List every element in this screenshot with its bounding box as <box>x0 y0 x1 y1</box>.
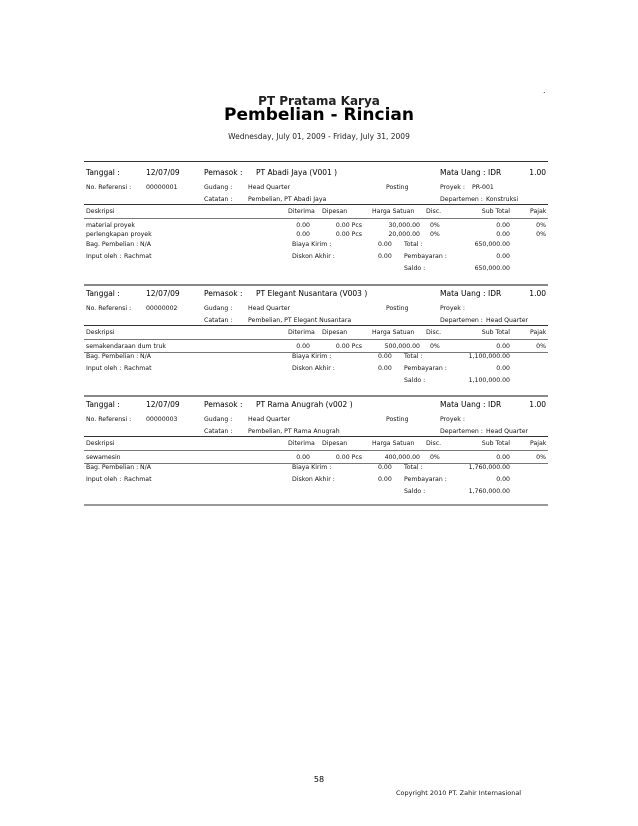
gudang-value: Head Quarter <box>248 416 291 423</box>
tanggal-value: 12/07/09 <box>146 400 180 409</box>
no-referensi-value: 00000003 <box>146 416 178 423</box>
item-diterima: 0.00 <box>296 454 310 461</box>
report-period: Wednesday, July 01, 2009 - Friday, July 31, 2009 <box>228 132 410 141</box>
col-dipesan: Dipesan <box>322 208 348 215</box>
saldo-label: Saldo : <box>404 377 426 384</box>
item-harga: 20,000.00 <box>388 231 420 238</box>
gudang-label: Gudang : <box>204 184 233 191</box>
posting-label: Posting <box>386 305 409 312</box>
gudang-label: Gudang : <box>204 416 233 423</box>
total-value: 1,760,000.00 <box>468 464 510 471</box>
table-header-bottom-rule <box>84 450 548 451</box>
table-header-top-rule <box>84 325 548 326</box>
copyright-text: Copyright 2010 PT. Zahir Internasional <box>396 789 522 797</box>
catatan-value: Pembelian, PT Abadi Jaya <box>248 196 327 203</box>
item-deskripsi: material proyek <box>86 222 135 229</box>
mata-uang-value: IDR <box>488 289 502 298</box>
item-diterima: 0.00 <box>296 343 310 350</box>
col-sub-total: Sub Total <box>481 329 510 336</box>
input-oleh-value: Rachmat <box>124 476 152 483</box>
departemen-label: Departemen : <box>440 428 483 435</box>
item-disc: 0% <box>430 343 440 350</box>
col-disc: Disc. <box>426 440 442 447</box>
item-diterima: 0.00 <box>296 222 310 229</box>
page-dot: . <box>543 86 546 95</box>
col-harga-satuan: Harga Satuan <box>372 329 415 336</box>
col-pajak: Pajak <box>530 208 547 215</box>
mata-uang-label: Mata Uang : <box>440 168 486 177</box>
table-header-top-rule <box>84 204 548 205</box>
no-referensi-value: 00000001 <box>146 184 178 191</box>
input-oleh-value: Rachmat <box>124 365 152 372</box>
item-pajak: 0% <box>536 454 546 461</box>
header-divider <box>84 161 548 162</box>
company-name: PT Pratama Karya <box>258 94 380 108</box>
item-harga: 500,000.00 <box>384 343 420 350</box>
proyek-value: PR-001 <box>472 184 494 191</box>
input-oleh-label: Input oleh : <box>86 253 122 260</box>
item-dipesan: 0.00 Pcs <box>335 231 362 238</box>
col-pajak: Pajak <box>530 440 547 447</box>
item-disc: 0% <box>430 222 440 229</box>
page-number: 58 <box>313 775 325 784</box>
biaya-kirim-value: 0.00 <box>378 241 392 248</box>
pemasok-label: Pemasok : <box>204 289 243 298</box>
posting-label: Posting <box>386 184 409 191</box>
table-header-bottom-rule <box>84 339 548 340</box>
col-dipesan: Dipesan <box>322 440 348 447</box>
departemen-label: Departemen : <box>440 196 483 203</box>
bag-pembelian-value: N/A <box>140 241 151 248</box>
item-diterima: 0.00 <box>296 231 310 238</box>
biaya-kirim-label: Biaya Kirim : <box>292 353 332 360</box>
mata-uang-value: IDR <box>488 400 502 409</box>
input-oleh-value: Rachmat <box>124 253 152 260</box>
diskon-akhir-value: 0.00 <box>378 365 392 372</box>
mata-uang-value: IDR <box>488 168 502 177</box>
table-header-top-rule <box>84 436 548 437</box>
total-label: Total : <box>404 353 423 360</box>
item-sub-total: 0.00 <box>496 454 510 461</box>
gudang-value: Head Quarter <box>248 184 291 191</box>
item-dipesan: 0.00 Pcs <box>335 454 362 461</box>
pembayaran-label: Pembayaran : <box>404 253 447 260</box>
saldo-value: 650,000.00 <box>474 265 510 272</box>
biaya-kirim-label: Biaya Kirim : <box>292 464 332 471</box>
pemasok-value: PT Abadi Jaya (V001 ) <box>256 168 338 177</box>
diskon-akhir-label: Diskon Akhir : <box>292 365 335 372</box>
diskon-akhir-label: Diskon Akhir : <box>292 253 335 260</box>
biaya-kirim-value: 0.00 <box>378 353 392 360</box>
tanggal-label: Tanggal : <box>86 168 120 177</box>
report-end-divider <box>84 504 548 506</box>
item-pajak: 0% <box>536 222 546 229</box>
item-harga: 30,000.00 <box>388 222 420 229</box>
item-dipesan: 0.00 Pcs <box>335 222 362 229</box>
gudang-value: Head Quarter <box>248 305 291 312</box>
catatan-value: Pembelian, PT Rama Anugrah <box>248 428 340 435</box>
posting-label: Posting <box>386 416 409 423</box>
proyek-label: Proyek : <box>440 416 465 423</box>
catatan-label: Catatan : <box>204 196 233 203</box>
departemen-value: Head Quarter <box>486 317 529 324</box>
tanggal-label: Tanggal : <box>86 400 120 409</box>
tanggal-label: Tanggal : <box>86 289 120 298</box>
col-diterima: Diterima <box>288 208 315 215</box>
item-sub-total: 0.00 <box>496 222 510 229</box>
saldo-value: 1,760,000.00 <box>468 488 510 495</box>
catatan-label: Catatan : <box>204 317 233 324</box>
item-sub-total: 0.00 <box>496 343 510 350</box>
total-value: 650,000.00 <box>474 241 510 248</box>
pembayaran-value: 0.00 <box>496 476 510 483</box>
diskon-akhir-label: Diskon Akhir : <box>292 476 335 483</box>
kurs-value: 1.00 <box>529 289 546 298</box>
col-deskripsi: Deskripsi <box>86 440 115 447</box>
saldo-value: 1,100,000.00 <box>468 377 510 384</box>
col-pajak: Pajak <box>530 329 547 336</box>
item-deskripsi: semakendaraan dum truk <box>86 343 166 350</box>
col-deskripsi: Deskripsi <box>86 329 115 336</box>
pembayaran-value: 0.00 <box>496 253 510 260</box>
purchase-divider <box>84 284 548 286</box>
item-disc: 0% <box>430 454 440 461</box>
proyek-label: Proyek : <box>440 184 465 191</box>
kurs-value: 1.00 <box>529 400 546 409</box>
col-diterima: Diterima <box>288 440 315 447</box>
no-referensi-value: 00000002 <box>146 305 178 312</box>
saldo-label: Saldo : <box>404 265 426 272</box>
bag-pembelian-value: N/A <box>140 464 151 471</box>
diskon-akhir-value: 0.00 <box>378 476 392 483</box>
purchase-divider <box>84 395 548 397</box>
no-referensi-label: No. Referensi : <box>86 416 132 423</box>
pembayaran-label: Pembayaran : <box>404 365 447 372</box>
biaya-kirim-value: 0.00 <box>378 464 392 471</box>
tanggal-value: 12/07/09 <box>146 168 180 177</box>
pemasok-label: Pemasok : <box>204 168 243 177</box>
total-value: 1,100,000.00 <box>468 353 510 360</box>
input-oleh-label: Input oleh : <box>86 365 122 372</box>
kurs-value: 1.00 <box>529 168 546 177</box>
col-deskripsi: Deskripsi <box>86 208 115 215</box>
no-referensi-label: No. Referensi : <box>86 305 132 312</box>
item-deskripsi: sewamesin <box>86 454 121 461</box>
mata-uang-label: Mata Uang : <box>440 289 486 298</box>
col-diterima: Diterima <box>288 329 315 336</box>
pemasok-value: PT Elegant Nusantara (V003 ) <box>256 289 368 298</box>
pembayaran-value: 0.00 <box>496 365 510 372</box>
pemasok-value: PT Rama Anugrah (v002 ) <box>256 400 353 409</box>
col-harga-satuan: Harga Satuan <box>372 208 415 215</box>
input-oleh-label: Input oleh : <box>86 476 122 483</box>
report-title: Pembelian - Rincian <box>223 105 415 125</box>
item-pajak: 0% <box>536 231 546 238</box>
item-disc: 0% <box>430 231 440 238</box>
col-dipesan: Dipesan <box>322 329 348 336</box>
bag-pembelian-label: Bag. Pembelian : <box>86 464 139 471</box>
item-dipesan: 0.00 Pcs <box>335 343 362 350</box>
gudang-label: Gudang : <box>204 305 233 312</box>
item-pajak: 0% <box>536 343 546 350</box>
table-header-bottom-rule <box>84 218 548 219</box>
departemen-label: Departemen : <box>440 317 483 324</box>
saldo-label: Saldo : <box>404 488 426 495</box>
departemen-value: Head Quarter <box>486 428 529 435</box>
mata-uang-label: Mata Uang : <box>440 400 486 409</box>
col-sub-total: Sub Total <box>481 208 510 215</box>
bag-pembelian-label: Bag. Pembelian : <box>86 241 139 248</box>
item-harga: 400,000.00 <box>384 454 420 461</box>
no-referensi-label: No. Referensi : <box>86 184 132 191</box>
catatan-value: Pembelian, PT Elegant Nusantara <box>248 317 352 324</box>
item-sub-total: 0.00 <box>496 231 510 238</box>
col-sub-total: Sub Total <box>481 440 510 447</box>
biaya-kirim-label: Biaya Kirim : <box>292 241 332 248</box>
col-harga-satuan: Harga Satuan <box>372 440 415 447</box>
col-disc: Disc. <box>426 329 442 336</box>
bag-pembelian-value: N/A <box>140 353 151 360</box>
pemasok-label: Pemasok : <box>204 400 243 409</box>
total-label: Total : <box>404 241 423 248</box>
departemen-value: Konstruksi <box>486 196 519 203</box>
catatan-label: Catatan : <box>204 428 233 435</box>
col-disc: Disc. <box>426 208 442 215</box>
total-label: Total : <box>404 464 423 471</box>
proyek-label: Proyek : <box>440 305 465 312</box>
pembayaran-label: Pembayaran : <box>404 476 447 483</box>
diskon-akhir-value: 0.00 <box>378 253 392 260</box>
bag-pembelian-label: Bag. Pembelian : <box>86 353 139 360</box>
item-deskripsi: perlengkapan proyek <box>86 231 152 238</box>
tanggal-value: 12/07/09 <box>146 289 180 298</box>
